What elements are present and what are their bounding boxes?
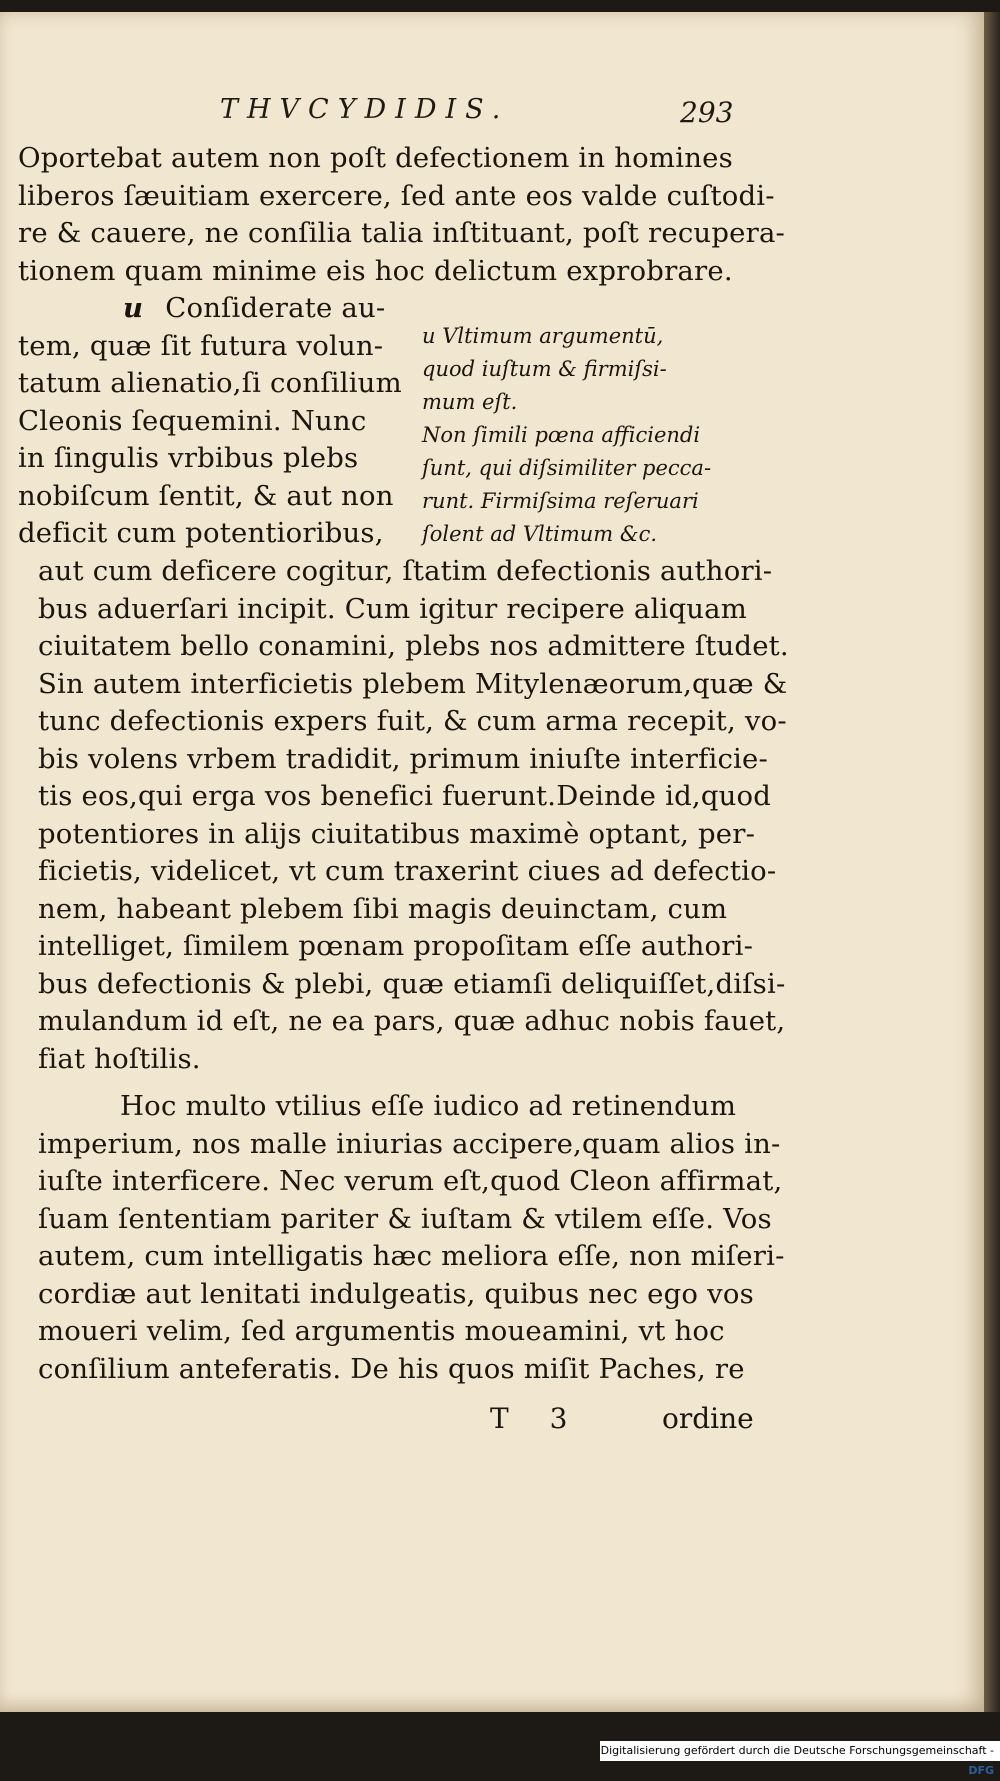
text-line: imperium, nos malle iniurias accipere,quam alios in- (38, 1127, 781, 1160)
page-footer (0, 1402, 984, 1442)
text-line: nobiſcum ſentit, & aut non (18, 479, 394, 512)
text-line: liberos ſæuitiam exercere, ſed ante eos valde cuſtodi- (18, 179, 775, 212)
text-line: intelliget, ſimilem pœnam propoſitam eſſe authori- (38, 930, 754, 962)
text-line: ciuitatem bello conamini, plebs nos admittere ſtudet. (38, 630, 789, 662)
text-line: aut cum deficere cogitur, ſtatim defectionis authori- (38, 555, 773, 587)
text-line: bus defectionis & plebi, quæ etiamſi deliquiſſet,diſsi- (38, 967, 786, 1000)
text-line: bis volens vrbem tradidit, primum iniuſte interficie- (38, 742, 769, 775)
marginal-note (422, 320, 752, 551)
signature-mark: T 3 (490, 1402, 584, 1435)
note-line: runt. Firmiſsima reſeruari (422, 489, 699, 513)
text-line: tatum alienatio,ſi conſilium (18, 367, 402, 399)
text-line-content: Conſiderate au- (165, 292, 386, 324)
paragraph-1 (18, 140, 786, 290)
text-line: re & cauere, ne conſilia talia inſtituant, poſt recupera- (18, 217, 786, 249)
note-line: ſolent ad Vltimum &c. (422, 522, 658, 546)
text-line: tis eos,qui erga vos benefici fuerunt.Deinde id,quod (38, 780, 772, 812)
text-line: moueri velim, ſed argumentis moueamini, vt hoc (38, 1315, 725, 1347)
text-line: potentiores in alijs ciuitatibus maximè optant, per- (38, 817, 756, 850)
text-line (18, 290, 408, 328)
text-line: tionem quam minime eis hoc delictum exprobrare. (18, 254, 733, 287)
note-line: Non ſimili pœna afficiendi (422, 423, 701, 447)
book-page (0, 12, 987, 1712)
dfg-logo: DFG (968, 1764, 994, 1777)
text-line: Cleonis ſequemini. Nunc (18, 404, 367, 437)
text-line: deficit cum potentioribus, (18, 517, 384, 549)
text-line: bus aduerſari incipit. Cum igitur recipere aliquam (38, 592, 748, 625)
text-line: ſuam ſententiam pariter & iuſtam & vtilem eſſe. Vos (38, 1202, 772, 1235)
page-header (0, 94, 984, 134)
book-edge (984, 12, 1000, 1712)
text-line: tunc defectionis expers fuit, & cum arma recepit, vo- (38, 705, 787, 737)
paragraph-2 (18, 290, 408, 553)
note-line: quod iuſtum & firmiſsi- (422, 357, 667, 381)
text-line: in ſingulis vrbibus plebs (18, 442, 359, 474)
text-line: Hoc multo vtilius eſſe iudico ad retinendum (120, 1090, 737, 1122)
text-line: tem, quæ ſit futura volun- (18, 329, 384, 362)
digitization-banner (600, 1741, 1000, 1777)
text-line: ficietis, videlicet, vt cum traxerint ciues ad defectio- (38, 855, 777, 887)
text-line: mulandum id eſt, ne ea pars, quæ adhuc nobis fauet, (38, 1005, 786, 1037)
text-line: cordiæ aut lenitati indulgeatis, quibus nec ego vos (38, 1277, 754, 1310)
text-line: Oportebat autem non poſt defectionem in homines (18, 142, 733, 174)
paragraph-3 (38, 553, 789, 1078)
text-line: nem, habeant plebem ſibi magis deuinctam, cum (38, 892, 728, 925)
paragraph-4 (38, 1088, 785, 1388)
text-line: fiat hoſtilis. (38, 1042, 201, 1075)
text-line: Sin autem interficietis plebem Mitylenæorum,quæ & (38, 667, 788, 700)
running-title: THVCYDIDIS. (220, 94, 510, 125)
text-line: iuſte interficere. Nec verum eſt,quod Cleon affirmat, (38, 1165, 783, 1197)
note-marker: u (123, 292, 144, 324)
text-line: autem, cum intelligatis hæc meliora eſſe, non miſeri- (38, 1240, 785, 1272)
note-line: ſunt, qui diſsimiliter pecca- (422, 456, 712, 480)
note-line: u Vltimum argumentū, (422, 324, 664, 348)
page-number: 293 (680, 96, 734, 129)
banner-text: Digitalisierung gefördert durch die Deutsche Forschungsgemeinschaft - (600, 1744, 994, 1757)
catchword: ordine (662, 1402, 754, 1435)
note-line: mum eſt. (422, 390, 518, 414)
text-line: conſilium anteferatis. De his quos miſit Paches, re (38, 1352, 745, 1385)
